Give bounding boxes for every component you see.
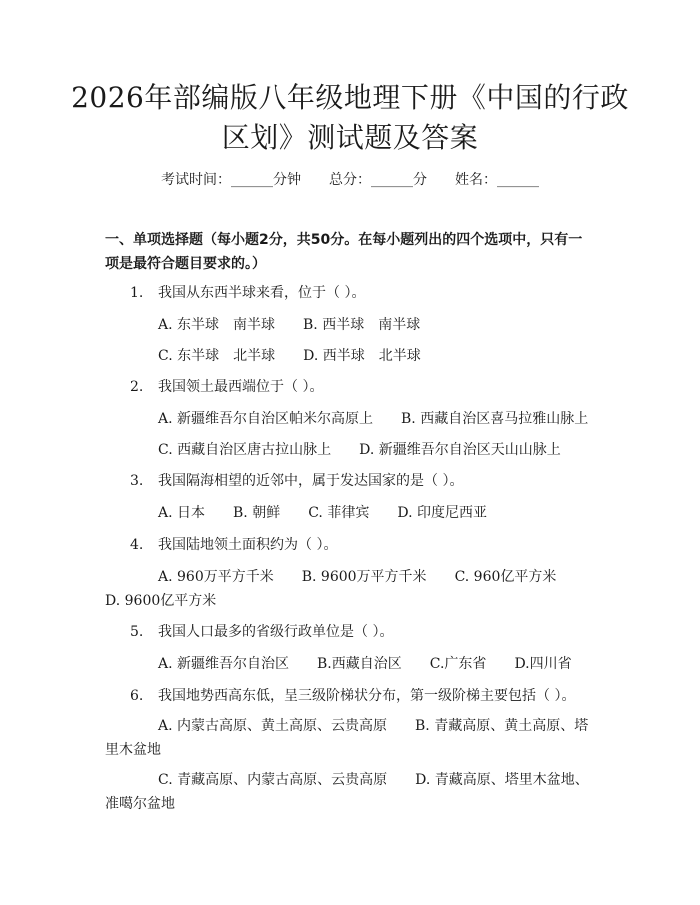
question-number: 4. — [130, 537, 144, 553]
question-stem: 我国从东西半球来看，位于（ ）。 — [158, 285, 366, 301]
total-score-field: 总分：______分 — [329, 172, 427, 188]
option-c: C. 菲律宾 — [308, 505, 370, 521]
option-c: C.广东省 — [429, 656, 487, 672]
option-b: B.西藏自治区 — [317, 656, 402, 672]
option-d: D. 9600亿平方米 — [105, 593, 217, 609]
option-d: D. 印度尼西亚 — [397, 505, 487, 521]
option-a: A. 960万平方千米 — [158, 569, 274, 585]
question-1-options-row-1 — [105, 313, 595, 337]
question-1-options-row-2 — [105, 344, 595, 368]
option-b: B. 青藏高原、黄土高原、塔里木盆地 — [105, 718, 589, 758]
question-number: 5. — [130, 624, 144, 640]
option-a: A. 新疆维吾尔自治区 — [158, 656, 290, 672]
option-a: A. 内蒙古高原、黄土高原、云贵高原 — [158, 718, 388, 734]
question-6-options-row-2 — [105, 768, 595, 816]
option-c: C. 东半球 北半球 — [158, 348, 276, 364]
question-6-options-row-1 — [105, 714, 595, 762]
option-d: D. 西半球 北半球 — [303, 348, 421, 364]
option-b: B. 西藏自治区喜马拉雅山脉上 — [401, 411, 589, 427]
option-a: A. 日本 — [158, 505, 206, 521]
exam-meta — [0, 170, 700, 190]
option-b: B. 朝鲜 — [233, 505, 281, 521]
exam-time-field: 考试时间：______分钟 — [161, 172, 301, 188]
question-stem: 我国领土最西端位于（ ）。 — [158, 379, 324, 395]
question-number: 6. — [130, 688, 144, 704]
document-title: 2026年部编版八年级地理下册《中国的行政区划》测试题及答案 — [71, 81, 629, 154]
question-stem: 我国人口最多的省级行政单位是（ ）。 — [158, 624, 394, 640]
question-stem: 我国隔海相望的近邻中，属于发达国家的是（ ）。 — [158, 473, 464, 489]
option-c: C. 青藏高原、内蒙古高原、云贵高原 — [158, 772, 388, 788]
option-c: C. 西藏自治区唐古拉山脉上 — [158, 442, 332, 458]
option-d: D.四川省 — [514, 656, 572, 672]
student-name-field: 姓名：______ — [455, 172, 539, 188]
question-2-options-row-2 — [105, 438, 595, 462]
question-2-options-row-1 — [105, 407, 595, 431]
option-c: C. 960亿平方米 — [454, 569, 557, 585]
question-stem: 我国陆地领土面积约为（ ）。 — [158, 537, 338, 553]
question-stem: 我国地势西高东低，呈三级阶梯状分布，第一级阶梯主要包括（ ）。 — [158, 688, 576, 704]
section-heading: 一、单项选择题（每小题2分，共50分。在每小题列出的四个选项中，只有一项是最符合题目要求的。） — [105, 232, 583, 272]
question-4-options — [105, 565, 595, 613]
option-b: B. 西半球 南半球 — [303, 317, 421, 333]
option-a: A. 新疆维吾尔自治区帕米尔高原上 — [158, 411, 374, 427]
question-number: 1. — [130, 285, 144, 301]
option-d: D. 青藏高原、塔里木盆地、准噶尔盆地 — [105, 772, 589, 812]
question-number: 3. — [130, 473, 144, 489]
option-d: D. 新疆维吾尔自治区天山山脉上 — [359, 442, 561, 458]
question-3-options — [105, 501, 595, 525]
option-a: A. 东半球 南半球 — [158, 317, 276, 333]
question-5-options — [105, 652, 595, 676]
option-b: B. 9600万平方千米 — [301, 569, 427, 585]
question-number: 2. — [130, 379, 144, 395]
